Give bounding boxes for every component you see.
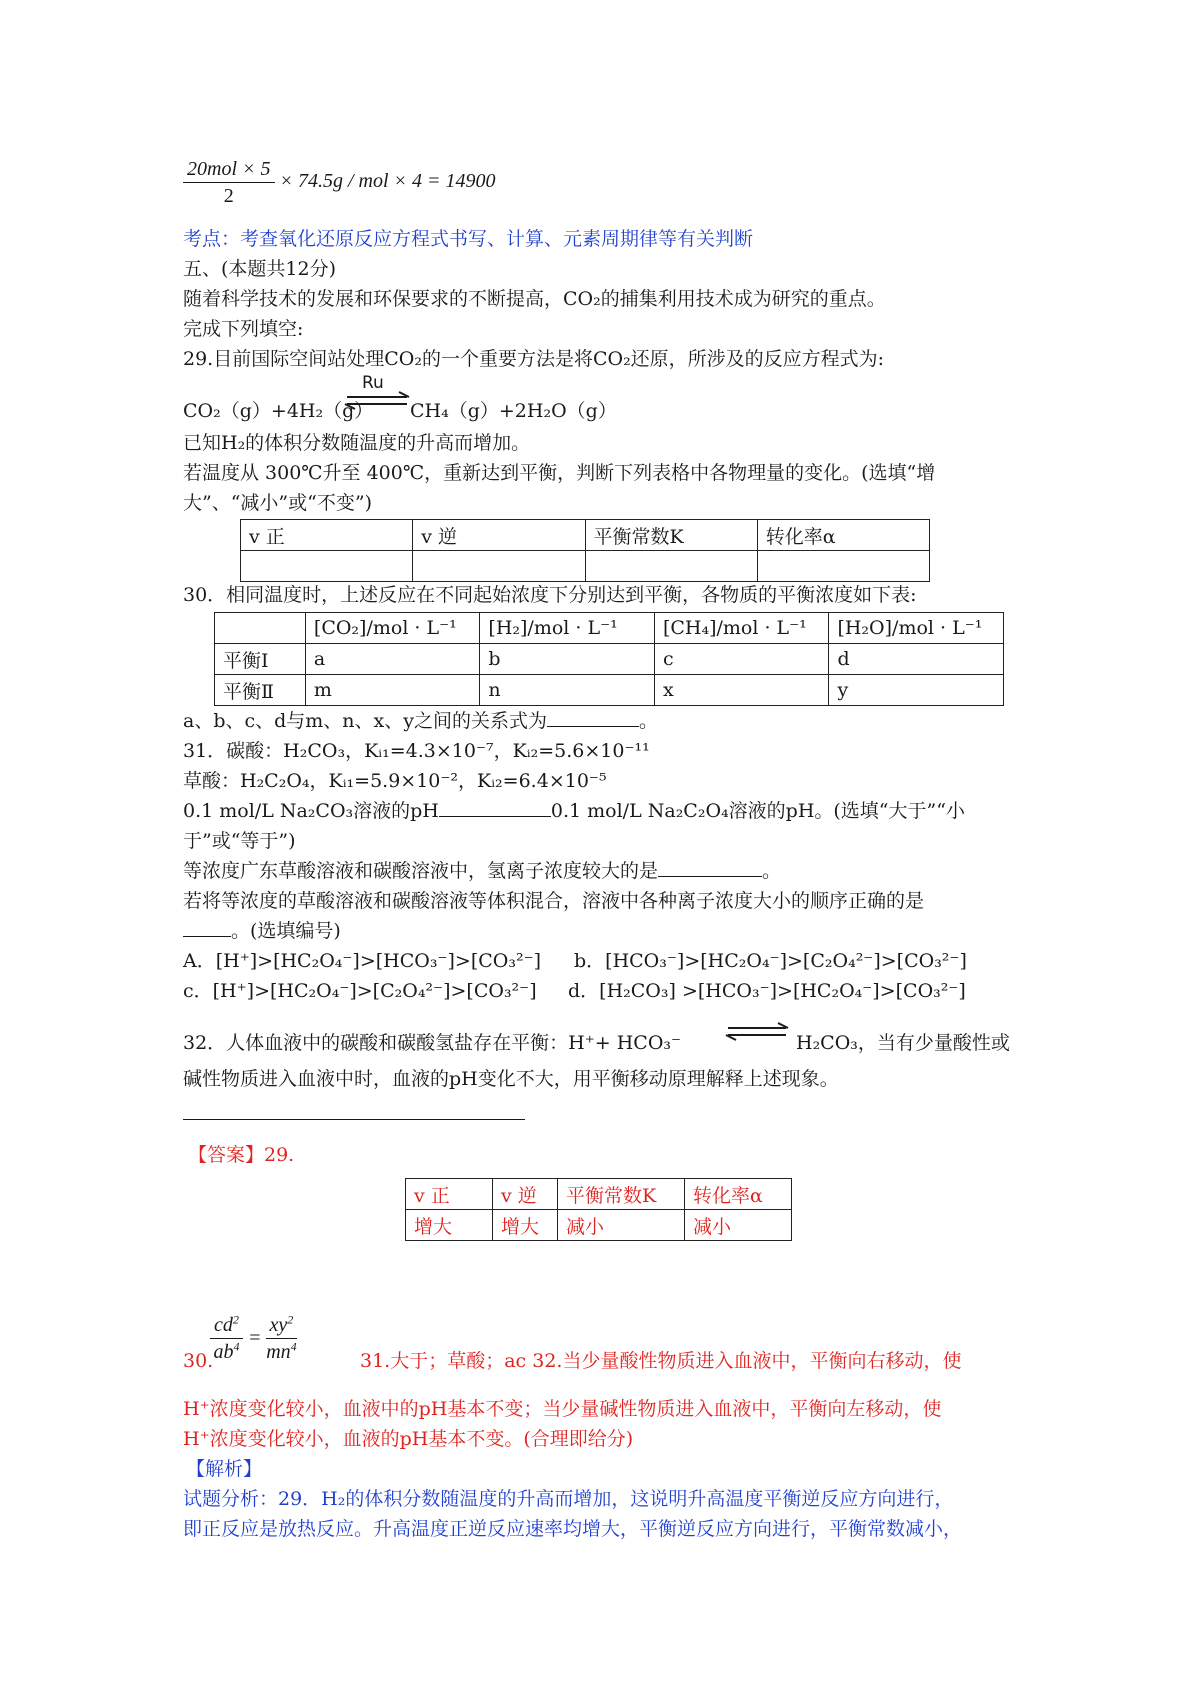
table-cell: x (654, 675, 829, 706)
table-cell: 增大 (493, 1210, 558, 1241)
q31-option-a: A．[H⁺]>[HC₂O₄⁻]>[HCO₃⁻]>[CO₃²⁻] (183, 950, 542, 972)
q30-text: 30．相同温度时，上述反应在不同起始浓度下分别达到平衡，各物质的平衡浓度如下表: (183, 584, 917, 606)
q30-after: a、b、c、d与m、n、x、y之间的关系式为 。 (183, 706, 658, 736)
table-cell: 平衡常数K (585, 520, 757, 551)
answer-line2: H⁺浓度变化较小，血液中的pH基本不变；当少量碱性物质进入血液中，平衡向左移动，使 (183, 1398, 942, 1420)
table-row (215, 644, 1004, 675)
answer-cell[interactable] (585, 551, 757, 582)
table-cell: v 正 (406, 1179, 493, 1210)
q31-carbonic: 31．碳酸：H₂CO₃，Kᵢ₁=4.3×10⁻⁷，Kᵢ₂=5.6×10⁻¹¹ (183, 740, 650, 762)
table-cell: [CH₄]/mol · L⁻¹ (654, 613, 829, 644)
table-cell: [H₂O]/mol · L⁻¹ (829, 613, 1004, 644)
answer-cell[interactable] (757, 551, 929, 582)
q29-catalyst: Ru (362, 373, 384, 393)
fill-prompt: 完成下列填空: (183, 318, 304, 340)
table-row (406, 1179, 792, 1210)
formula-rest: × 74.5g / mol × 4 = 14900 (279, 170, 496, 193)
table-cell: v 正 (241, 520, 413, 551)
q32-line1-a: 32．人体血液中的碳酸和碳酸氢盐存在平衡：H⁺+ HCO₃⁻ (183, 1032, 682, 1054)
analysis-line1: 试题分析：29．H₂的体积分数随温度的升高而增加，这说明升高温度平衡逆反应方向进行， (183, 1488, 954, 1510)
table-cell: v 逆 (493, 1179, 558, 1210)
answer-fraction-left: $\frac{cd^2}{ab^4}$ (210, 1312, 243, 1365)
answer-line3: H⁺浓度变化较小，血液的pH基本不变。(合理即给分) (183, 1428, 634, 1450)
table-cell: 转化率α (685, 1179, 792, 1210)
q31-h-blank[interactable] (658, 856, 762, 877)
q31-ph-a: 0.1 mol/L Na₂CO₃溶液的pH (183, 800, 439, 822)
q31-select-line (183, 916, 341, 946)
q31-mix-blank[interactable] (183, 916, 231, 937)
q32-line1-b: H₂CO₃，当有少量酸性或 (796, 1032, 1010, 1054)
q31-option-c: c．[H⁺]>[HC₂O₄⁻]>[C₂O₄²⁻]>[CO₃²⁻] (183, 980, 537, 1002)
q32-answer-line[interactable] (183, 1119, 525, 1120)
table-row (406, 1210, 792, 1241)
table-cell: c (654, 644, 829, 675)
q31-option-b: b．[HCO₃⁻]>[HC₂O₄⁻]>[C₂O₄²⁻]>[CO₃²⁻] (574, 950, 967, 972)
table-cell: y (829, 675, 1004, 706)
answer-cell[interactable] (413, 551, 585, 582)
kaodian-line: 考点：考查氧化还原反应方程式书写、计算、元素周期律等有关判断 (183, 228, 754, 250)
table-row (241, 551, 930, 582)
formula-fraction (183, 156, 275, 209)
table-row (241, 520, 930, 551)
formula-numerator: 20mol × 5 (183, 156, 275, 183)
q31-h-text: 等浓度广东草酸溶液和碳酸溶液中，氢离子浓度较大的是 (183, 860, 659, 882)
analysis-line2: 即正反应是放热反应。升高温度正逆反应速率均增大，平衡逆反应方向进行，平衡常数减小， (183, 1518, 963, 1540)
q30-answer-prefix: 30. (183, 1350, 214, 1372)
table-cell: b (480, 644, 655, 675)
section-heading: 五、(本题共12分) (183, 258, 337, 280)
table-row (215, 613, 1004, 644)
analysis-label: 【解析】 (186, 1458, 263, 1480)
table-cell: a (305, 644, 480, 675)
q31-ph-b: 0.1 mol/L Na₂C₂O₄溶液的pH。(选填“大于”“小 (550, 800, 965, 822)
q31-mix-line: 若将等浓度的草酸溶液和碳酸溶液等体积混合，溶液中各种离子浓度大小的顺序正确的是 (183, 890, 925, 912)
q31-ph-c: 于”或“等于”) (183, 830, 296, 852)
intro-line: 随着科学技术的发展和环保要求的不断提高，CO₂的捕集利用技术成为研究的重点。 (183, 288, 886, 310)
table-cell: 转化率α (757, 520, 929, 551)
q29-text: 29.目前国际空间站处理CO₂的一个重要方法是将CO₂还原，所涉及的反应方程式为: (183, 348, 885, 370)
answer-fraction-right: $\frac{xy^2}{mn^4}$ (266, 1312, 297, 1363)
q31-oxalic: 草酸：H₂C₂O₄，Kᵢ₁=5.9×10⁻²，Kᵢ₂=6.4×10⁻⁵ (183, 770, 607, 792)
q29-line1: 已知H₂的体积分数随温度的升高而增加。 (183, 432, 531, 454)
table-cell: 平衡常数K (558, 1179, 685, 1210)
table-cell: d (829, 644, 1004, 675)
table-cell: m (305, 675, 480, 706)
table-cell: [H₂]/mol · L⁻¹ (480, 613, 655, 644)
table-cell: 平衡Ⅰ (215, 644, 306, 675)
table-cell: 增大 (406, 1210, 493, 1241)
answer-label: 【答案】29. (188, 1144, 295, 1166)
q30-after-text: a、b、c、d与m、n、x、y之间的关系式为 (183, 710, 547, 732)
q29-equation-right: CH₄（g）+2H₂O（g） (410, 400, 617, 422)
table-cell (215, 613, 306, 644)
q31-option-d: d．[H₂CO₃] >[HCO₃⁻]>[HC₂O₄⁻]>[CO₃²⁻] (568, 980, 966, 1002)
q30-answer-formula: $\frac{cd^2}{ab^4}$ = $\frac{xy^2}{mn^4}$ (210, 1312, 297, 1365)
q31-select: 。(选填编号) (231, 920, 341, 942)
table-cell: [CO₂]/mol · L⁻¹ (305, 613, 480, 644)
table-cell: v 逆 (413, 520, 585, 551)
q30-blank[interactable] (547, 706, 639, 727)
top-formula (183, 156, 496, 209)
formula-denominator: 2 (223, 185, 234, 207)
q29-equation-left: CO₂（g）+4H₂（g） (183, 400, 374, 422)
equilibrium-arrow-icon (724, 1022, 790, 1042)
q29-table (240, 519, 930, 582)
q31-ph-line (183, 796, 965, 826)
answer-table (405, 1178, 792, 1241)
table-cell: 减小 (558, 1210, 685, 1241)
table-cell: 减小 (685, 1210, 792, 1241)
table-row (215, 675, 1004, 706)
q29-line2: 若温度从 300℃升至 400℃，重新达到平衡，判断下列表格中各物理量的变化。(选填“增 (183, 462, 936, 484)
q32-line2: 碱性物质进入血液中时，血液的pH变化不大，用平衡移动原理解释上述现象。 (183, 1068, 839, 1090)
answer-cell[interactable] (241, 551, 413, 582)
q31-ph-blank[interactable] (439, 796, 551, 817)
answer-q31-32: 31.大于；草酸；ac 32.当少量酸性物质进入血液中，平衡向右移动，使 (360, 1350, 962, 1372)
table-cell: 平衡Ⅱ (215, 675, 306, 706)
q30-table (214, 612, 1004, 706)
q31-h-line: 等浓度广东草酸溶液和碳酸溶液中，氢离子浓度较大的是 。 (183, 856, 781, 886)
table-cell: n (480, 675, 655, 706)
q29-line3: 大”、“减小”或“不变”) (183, 492, 372, 514)
